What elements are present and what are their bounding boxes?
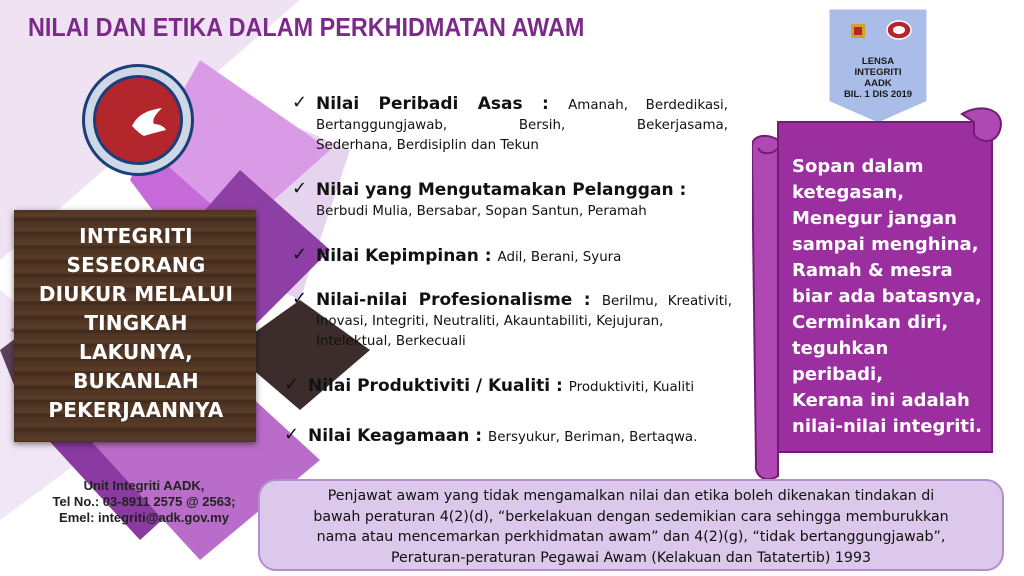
contact-unit: Unit Integriti AADK, [83, 478, 205, 493]
notice-line: Peraturan-peraturan Pegawai Awam (Kelakuan dan Tatatertib) 1993 [390, 549, 872, 566]
agency-logo [82, 64, 194, 176]
value-item [284, 424, 738, 448]
badge-text [826, 56, 930, 100]
value-text: Sederhana, Berdisiplin dan Tekun [316, 138, 539, 153]
coat-of-arms-icon [845, 22, 871, 40]
contact-email[interactable]: Emel: integriti@adk.gov.my [59, 510, 229, 525]
integrity-poem [792, 154, 992, 440]
statement-line: SESEORANG [66, 253, 206, 277]
contact-phone: Tel No.: 03-8911 2575 @ 2563; [52, 494, 236, 509]
poem-line: biar ada batasnya, [792, 286, 982, 307]
poem-line: Cerminkan diri, [792, 312, 949, 333]
statement-line: INTEGRITI [79, 224, 193, 248]
value-item [292, 244, 736, 268]
dove-icon [128, 106, 168, 140]
poem-line: Sopan dalam [792, 156, 924, 177]
value-text: Bertanggungjawab, Bersih, Bekerjasama, [316, 118, 728, 133]
value-separator: : [469, 426, 489, 446]
value-item [284, 374, 738, 398]
poem-line: peribadi, [792, 364, 884, 385]
check-icon: ✓ [284, 374, 300, 395]
value-separator: : [522, 94, 569, 114]
poem-line: sampai menghina, [792, 234, 979, 255]
value-heading: Nilai Produktiviti / Kualiti [308, 376, 551, 396]
badge-line: LENSA [861, 56, 895, 67]
value-text: Berilmu, Kreativiti, [601, 294, 732, 309]
value-heading: Nilai yang Mengutamakan Pelanggan [316, 180, 674, 200]
value-heading: Nilai-nilai Profesionalisme [316, 290, 573, 310]
poem-line: Kerana ini adalah [792, 390, 970, 411]
notice-line: nama atau mencemarkan perkhidmatan awam” dan 4(2)(g), “tidak bertanggungjawab”, [316, 529, 946, 545]
check-icon: ✓ [292, 178, 308, 199]
check-icon: ✓ [284, 424, 300, 445]
integrity-statement [18, 222, 254, 425]
poem-line: teguhkan [792, 338, 889, 359]
value-heading: Nilai Kepimpinan [316, 246, 479, 266]
value-text: Produktiviti, Kualiti [568, 380, 695, 395]
value-separator: : [673, 180, 687, 200]
page-title: NILAI DAN ETIKA DALAM PERKHIDMATAN AWAM [28, 12, 585, 42]
value-item [292, 92, 728, 156]
contact-info [24, 478, 264, 526]
poem-line: Ramah & mesra [792, 260, 953, 281]
value-heading: Nilai Peribadi Asas [316, 94, 523, 114]
value-text: Bersyukur, Beriman, Bertaqwa. [488, 430, 698, 445]
value-item [292, 288, 732, 352]
poem-line: ketegasan, [792, 182, 905, 203]
statement-line: TINGKAH [84, 311, 188, 335]
statement-line: BUKANLAH [73, 369, 199, 393]
poem-line: nilai-nilai integriti. [792, 416, 983, 437]
check-icon: ✓ [292, 288, 308, 309]
badge-line: BIL. 1 DIS 2019 [843, 89, 913, 100]
poem-line: Menegur jangan [792, 208, 957, 229]
value-text: Inovasi, Integriti, Neutraliti, Akauntabiliti, Kejujuran, [316, 314, 664, 329]
value-separator: : [550, 376, 569, 396]
statement-line: PEKERJAANNYA [48, 398, 224, 422]
value-item [292, 178, 736, 222]
check-icon: ✓ [292, 244, 308, 265]
statement-line: LAKUNYA, [79, 340, 193, 364]
value-text: Amanah, Berdedikasi, [568, 98, 728, 113]
value-text: Intelektual, Berkecuali [316, 334, 466, 349]
check-icon: ✓ [292, 92, 308, 113]
value-separator: : [572, 290, 602, 310]
notice-line: bawah peraturan 4(2)(d), “berkelakuan dengan sedemikian cara sehingga memburukkan [313, 508, 949, 525]
value-separator: : [478, 246, 498, 266]
statement-line: DIUKUR MELALUI [38, 282, 234, 306]
value-heading: Nilai Keagamaan [308, 426, 470, 446]
regulation-notice-text [266, 486, 996, 568]
value-text: Berbudi Mulia, Bersabar, Sopan Santun, Peramah [316, 204, 647, 219]
badge-line: INTEGRITI [854, 67, 902, 78]
aadk-seal-icon [886, 20, 912, 40]
badge-line: AADK [864, 78, 892, 89]
notice-line: Penjawat awam yang tidak mengamalkan nilai dan etika boleh dikenakan tindakan di [327, 488, 935, 504]
value-text: Adil, Berani, Syura [497, 250, 622, 265]
